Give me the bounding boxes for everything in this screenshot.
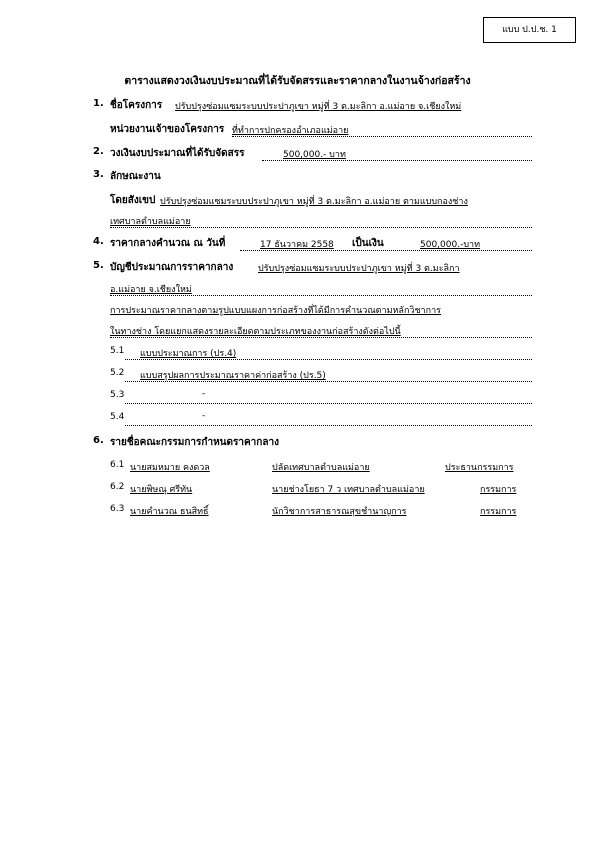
agency-value: ที่ทำการปกครองอำเภอแม่อาย	[232, 126, 349, 136]
reference-dotted-line	[240, 250, 532, 251]
amount-label: เป็นเงิน	[352, 238, 384, 249]
project-name: ปรับปรุงซ่อมแซมระบบประปาภูเขา หมู่ที่ 3 ต.มะลิกา อ.แม่อาย จ.เชียงใหม่	[175, 102, 462, 112]
sub-item-5-1-line	[125, 359, 532, 360]
estimate-label: บัญชีประมาณการราคากลาง	[110, 262, 234, 273]
sub-item-5-1-text: แบบประมาณการ (ปร.4)	[140, 349, 237, 359]
item-3-number: 3.	[93, 169, 104, 180]
form-code-box	[483, 17, 576, 43]
sub-item-5-2-number: 5.2	[110, 368, 125, 378]
estimate-dotted-line-2	[110, 295, 532, 296]
member-1-position: ปลัดเทศบาลตำบลแม่อาย	[272, 463, 370, 473]
estimate-line-1: ปรับปรุงซ่อมแซมระบบประปาภูเขา หมู่ที่ 3 ต.มะลิกา	[258, 264, 460, 274]
work-summary-line-1: ปรับปรุงซ่อมแซมระบบประปาภูเขา หมู่ที่ 3 ต.มะลิกา อ.แม่อาย ตามแบบกองช่าง	[160, 197, 468, 207]
item-4-number: 4.	[93, 236, 104, 247]
estimate-line-4: ในทางช่าง โดยแยกแสดงรายละเอียดตามประเภทของงานก่อสร้างดังต่อไปนี้	[110, 327, 401, 337]
sub-item-5-3-number: 5.3	[110, 390, 125, 400]
work-type-label: ลักษณะงาน	[110, 171, 161, 182]
document-title: ตารางแสดงวงเงินงบประมาณที่ได้รับจัดสรรและราคากลางในงานจ้างก่อสร้าง	[124, 75, 471, 87]
member-2-number: 6.2	[110, 482, 125, 492]
reference-date: 17 ธันวาคม 2558	[260, 240, 334, 250]
sub-item-5-4-line	[125, 425, 532, 426]
member-1-number: 6.1	[110, 460, 125, 470]
sub-item-5-2-line	[125, 381, 532, 382]
budget-value: 500,000.- บาท	[283, 150, 346, 160]
agency-label: หน่วยงานเจ้าของโครงการ	[110, 124, 225, 135]
member-3-role: กรรมการ	[480, 507, 517, 517]
work-summary-dotted-line	[110, 227, 532, 228]
reference-date-label: ราคากลางคำนวณ ณ วันที่	[110, 238, 226, 249]
member-2-position: นายช่างโยธา 7 ว เทศบาลตำบลแม่อาย	[272, 485, 425, 495]
sub-item-5-4-number: 5.4	[110, 412, 125, 422]
estimate-line-3: การประมาณราคากลางตามรูปแบบแผงการก่อสร้างที่ได้มีการคำนวณตามหลักวิชาการ	[110, 306, 441, 316]
item-2-number: 2.	[93, 146, 104, 157]
member-1-role: ประธานกรรมการ	[445, 463, 514, 473]
work-summary-line-2: เทศบาลตำบลแม่อาย	[110, 217, 191, 227]
sub-item-5-3-text: -	[202, 389, 206, 399]
member-3-number: 6.3	[110, 504, 125, 514]
reference-amount: 500,000.-บาท	[420, 240, 481, 250]
committee-label: รายชื่อคณะกรรมการกำหนดราคากลาง	[110, 437, 279, 448]
sub-item-5-4-text: -	[202, 411, 206, 421]
member-2-role: กรรมการ	[480, 485, 517, 495]
item-6-number: 6.	[93, 435, 104, 446]
budget-dotted-line	[262, 160, 532, 161]
work-summary-label: โดยสังเขป	[110, 195, 156, 206]
budget-label: วงเงินงบประมาณที่ได้รับจัดสรร	[110, 148, 245, 159]
member-1-name: นายสมหมาย คงดวล	[130, 463, 210, 473]
member-3-position: นักวิชาการสาธารณสุขชำนาญการ	[272, 507, 407, 517]
item-5-number: 5.	[93, 260, 104, 271]
form-code: แบบ ป.ป.ช. 1	[502, 25, 557, 35]
item-1-number: 1.	[93, 98, 104, 109]
agency-dotted-line	[232, 136, 532, 137]
sub-item-5-1-number: 5.1	[110, 346, 125, 356]
item-1-label: ชื่อโครงการ	[110, 100, 163, 111]
member-3-name: นายคำนวณ ธนสิทธิ์	[130, 507, 209, 517]
sub-item-5-2-text: แบบสรุปผลการประมาณราคาค่าก่อสร้าง (ปร.5)	[140, 371, 326, 381]
sub-item-5-3-line	[125, 403, 532, 404]
member-2-name: นายพิษณุ ศรีทัน	[130, 485, 193, 495]
estimate-dotted-line-4	[110, 337, 532, 338]
estimate-line-2: อ.แม่อาย จ.เชียงใหม่	[110, 285, 192, 295]
